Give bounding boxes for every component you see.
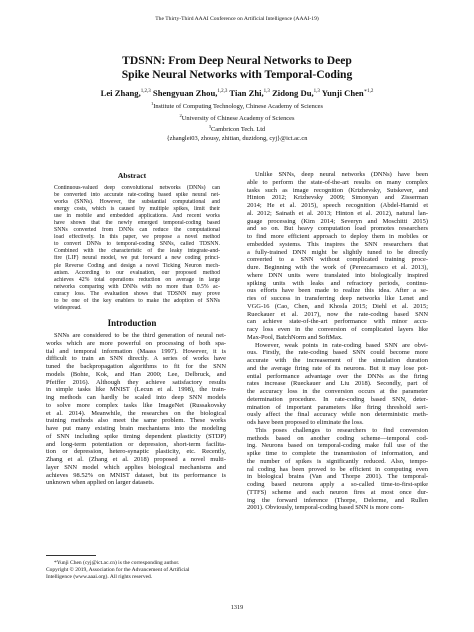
affiliation: $^2$University of Chinese Academy of Sciences <box>179 112 295 122</box>
footnote <box>46 560 226 581</box>
text-line: et al. 2014). Meanwhile, the researches on the biological <box>46 409 226 417</box>
introduction-heading: Introduction <box>107 318 157 328</box>
text-line: ing methods can hardly be scaled into deep SNN models <box>46 394 226 401</box>
abstract-heading: Abstract <box>117 171 147 180</box>
text-line: ing. Neurons based on temporal-coding make full use of the <box>247 442 428 450</box>
text-line: use in mobile and embedded applications. And recent works <box>54 213 220 220</box>
text-line: in simple tasks like MNIST (Lecun et al. 1998), the train- <box>46 386 226 394</box>
text-line: training methods also meet the same problem. These works <box>46 417 226 425</box>
text-line: Intelligence (www.aaai.org). All rights reserved. <box>46 574 153 580</box>
footnote-rule <box>46 555 96 556</box>
text-line: 2001). Obviously, temporal-coding based SNN is more com- <box>247 504 404 512</box>
paragraph <box>247 342 428 427</box>
affiliations <box>0 100 474 143</box>
text-line: difficult to train an SNN directly. A series of works have <box>46 355 226 363</box>
text-line: accurate with the increasement of the simulation duration <box>247 357 428 364</box>
text-line: energy costs, which is caused by multiple spikes, limit their <box>54 206 220 213</box>
text-line: dure. Beginning with the work of (Perezcarrasco et al. 2013), <box>247 264 428 271</box>
text-line: have put many existing brain mechanisms into the modeling <box>46 425 226 432</box>
text-line: (TTFS) scheme and each neuron fires at most once dur- <box>247 488 428 496</box>
paragraph <box>247 171 428 342</box>
text-line: of SNN including spike timing dependent plasticity (STDP) <box>46 432 226 440</box>
text-line: tial and temporal information (Maass 1997). However, it is <box>46 347 226 355</box>
text-line: al. 2012; Sainath et al. 2013; Hinton et al. 2012), natural lan- <box>247 209 428 217</box>
text-line: 2014; He et al. 2015), speech recognition (Abdel-Hamid et <box>247 202 428 209</box>
text-line: load effectively. In this paper, we propose a novel method <box>54 234 220 241</box>
text-line: works which are more powerful on processing of both spa- <box>46 339 226 347</box>
author-emails: {zhanglei03, zhousy, zhitian, duzidong, cyj}@ict.ac.cn <box>166 134 308 142</box>
text-line: ous efforts have been made to realize this idea. After a se- <box>247 287 428 295</box>
text-line: tuned the backpropagation algorithms to fit for the SNN <box>46 363 226 370</box>
text-line: coding based neurons apply a so-called time-to-first-spike <box>247 481 428 488</box>
affiliation: $^3$Cambricon Tech. Ltd <box>208 124 266 134</box>
text-line: have shown that the newly emerged temporal-coding based <box>54 220 220 227</box>
text-line: curacy loss. The evaluation shows that TDSNN may prove <box>54 290 220 297</box>
text-line: fire (LIF) neural model, we put forward a new coding princi- <box>54 255 220 262</box>
text-line: can achieve state-of-the-art performance with minor accu- <box>247 318 428 326</box>
text-line: ential performance advantage over the DNNs as the firing <box>247 372 428 380</box>
author: Yunji Chen$^{∗1,2}$ <box>321 87 374 98</box>
text-line: and the average firing rate of its neurons. But it may lose pot- <box>247 364 428 372</box>
text-line: mination of important parameters like firing threshold seri- <box>247 403 428 411</box>
text-line: and long-term potentiation or depression, short-term facilita- <box>46 440 226 448</box>
title-line: TDSNN: From Deep Neural Networks to Deep <box>122 54 352 67</box>
text-line: where DNN units were translated into biologically inspired <box>247 271 428 279</box>
text-line: ple Reverse Coding and design a novel Ticking Neuron mech- <box>54 262 220 269</box>
text-line: able to perform the state-of-the-art results on many complex <box>247 178 428 186</box>
text-line: layer SNN model which applies biological mechanisms and <box>46 463 226 471</box>
text-line: ries of success in transferring deep networks like Lenet and <box>247 295 428 302</box>
text-line: ral coding has been proved to be efficient in computing even <box>247 465 428 473</box>
text-line: to convert DNNs to temporal-coding SNNs, called TDSNN. <box>54 241 220 248</box>
text-line: widespread. <box>54 304 82 311</box>
text-line: works (SNNs). However, the substantial computational and <box>54 199 220 206</box>
text-line: SNNs converted from DNNs can reduce the computational <box>54 227 220 234</box>
text-line: Copyright © 2019, Association for the Advancement of Artificial <box>46 567 190 573</box>
text-line: to solve more complex tasks like ImageNet (Russakovsky <box>46 401 226 409</box>
paragraph <box>247 427 428 512</box>
text-line: Pfeiffer 2016). Although they achieve satisfactory results <box>46 378 226 386</box>
text-line: the accuracy loss in the conversion occurs at the parameter <box>247 388 428 395</box>
text-line: embedded systems. This inspires the SNN researchers that <box>247 240 428 248</box>
author: Zidong Du,$^{1,3}$ <box>272 87 320 98</box>
text-line: be converted into accurate rate-coding based spike neural net- <box>54 192 220 199</box>
text-line: methods based on another coding scheme—temporal cod- <box>247 434 428 442</box>
text-line: anism. According to our evaluation, our proposed method <box>54 269 220 276</box>
text-line: VGG-16 (Cao, Chen, and Khosla 2015; Diehl et al. 2015; <box>247 302 428 310</box>
text-line: Combined with the characteristic of the leaky integrate-and- <box>54 248 220 255</box>
text-line: Hinton 2012; Krizhevsky 2009; Simonyan and Zisserman <box>247 194 428 202</box>
text-line: to be one of the key enablers to make the adoption of SNNs <box>54 297 220 304</box>
author: Tian Zhi,$^{1,3}$ <box>229 87 270 98</box>
text-line: tasks such as image recognition (Krizhevsky, Sutskever, and <box>247 186 428 194</box>
text-line: models (Bohte, Kok, and Han 2000; Lee, Delbruck, and <box>46 370 226 378</box>
text-line: ous. Firstly, the rate-coding based SNN could become more <box>247 349 428 357</box>
text-line: tion or depression, hetero-synaptic plasticity, etc. Recently, <box>46 448 226 456</box>
affiliation: $^1$Institute of Computing Technology, Chinese Academy of Sciences <box>150 101 323 111</box>
text-line: SNNs are considered to be the third generation of neural net- <box>54 332 226 339</box>
text-line: This poses challenges to researchers to find conversion <box>255 426 428 434</box>
author: Shengyuan Zhou,$^{1,2,3}$ <box>152 87 228 98</box>
text-line: ously affect the final accuracy while non deterministic meth- <box>247 411 428 419</box>
text-line: achieves 42% total operations reduction on average in large <box>54 276 220 283</box>
text-line: Zhang et al. (Zhang et al. 2018) proposed a novel multi- <box>46 456 226 463</box>
text-line: networks comparing with DNNs with no more than 0.5% ac- <box>54 283 220 290</box>
text-line: racy loss even in the conversion of complicated layers like <box>247 326 428 333</box>
text-line: Continuous-valued deep convolutional networks (DNNs) can <box>54 185 220 191</box>
right-column <box>247 171 428 512</box>
text-line: Rueckauer et al. 2017), now the rate-coding based SNN <box>247 310 428 318</box>
text-line: in biological brains (Van and Thorpe 2001). The temporal- <box>247 473 428 481</box>
text-line: guage processing (Kim 2014; Severyn and Moschitti 2015) <box>247 217 428 225</box>
text-line: and so on. But heavy computation load promotes researchers <box>247 225 428 233</box>
author: Lei Zhang,$^{1,2,3}$ <box>100 87 151 98</box>
conference-header: The Thirty-Third AAAI Conference on Artificial Intelligence (AAAI-19) <box>155 16 319 22</box>
text-line: rates increase (Rueckauer and Liu 2018). Secondly, part of <box>247 380 428 388</box>
text-line: ods have been proposed to eliminate the loss. <box>247 419 364 426</box>
author-list <box>0 87 474 98</box>
page-number: 1319 <box>230 604 244 611</box>
title-line: Spike Neural Networks with Temporal-Coding <box>121 68 353 81</box>
text-line: unknown when applied on larger datasets. <box>46 479 155 487</box>
text-line: achieves 98.52% on MNIST dataset, but its performance is <box>46 471 226 479</box>
introduction-body <box>46 332 226 487</box>
abstract-body <box>54 185 220 312</box>
text-line: converted to a SNN without complicated training proce- <box>247 256 428 264</box>
text-line: the number of spikes is significantly reduced. Also, tempo- <box>247 457 428 465</box>
text-line: a fully-trained DNN might be slightly tuned to be directly <box>247 248 428 256</box>
text-line: *Yunji Chen (cyj@ict.ac.cn) is the corresponding author. <box>54 560 180 566</box>
text-line: to find more efficient approach to deploy them in mobiles or <box>247 233 428 240</box>
text-line: spiking units with leaks and refractory periods, continu- <box>247 279 428 287</box>
text-line: However, weak points in rate-coding based SNN are obvi- <box>255 341 428 349</box>
text-line: determination procedure. In rate-coding based SNN, deter- <box>247 395 428 403</box>
paper-title <box>0 54 474 82</box>
text-line: spike time to complete the transmission of information, and <box>247 450 428 457</box>
text-line: Unlike SNNs, deep neural networks (DNNs) have been <box>255 171 428 178</box>
text-line: Max-Pool, BatchNorm and SoftMax. <box>247 333 343 341</box>
text-line: ing the forward inference (Thorpe, Delorme, and Rullen <box>247 496 428 504</box>
